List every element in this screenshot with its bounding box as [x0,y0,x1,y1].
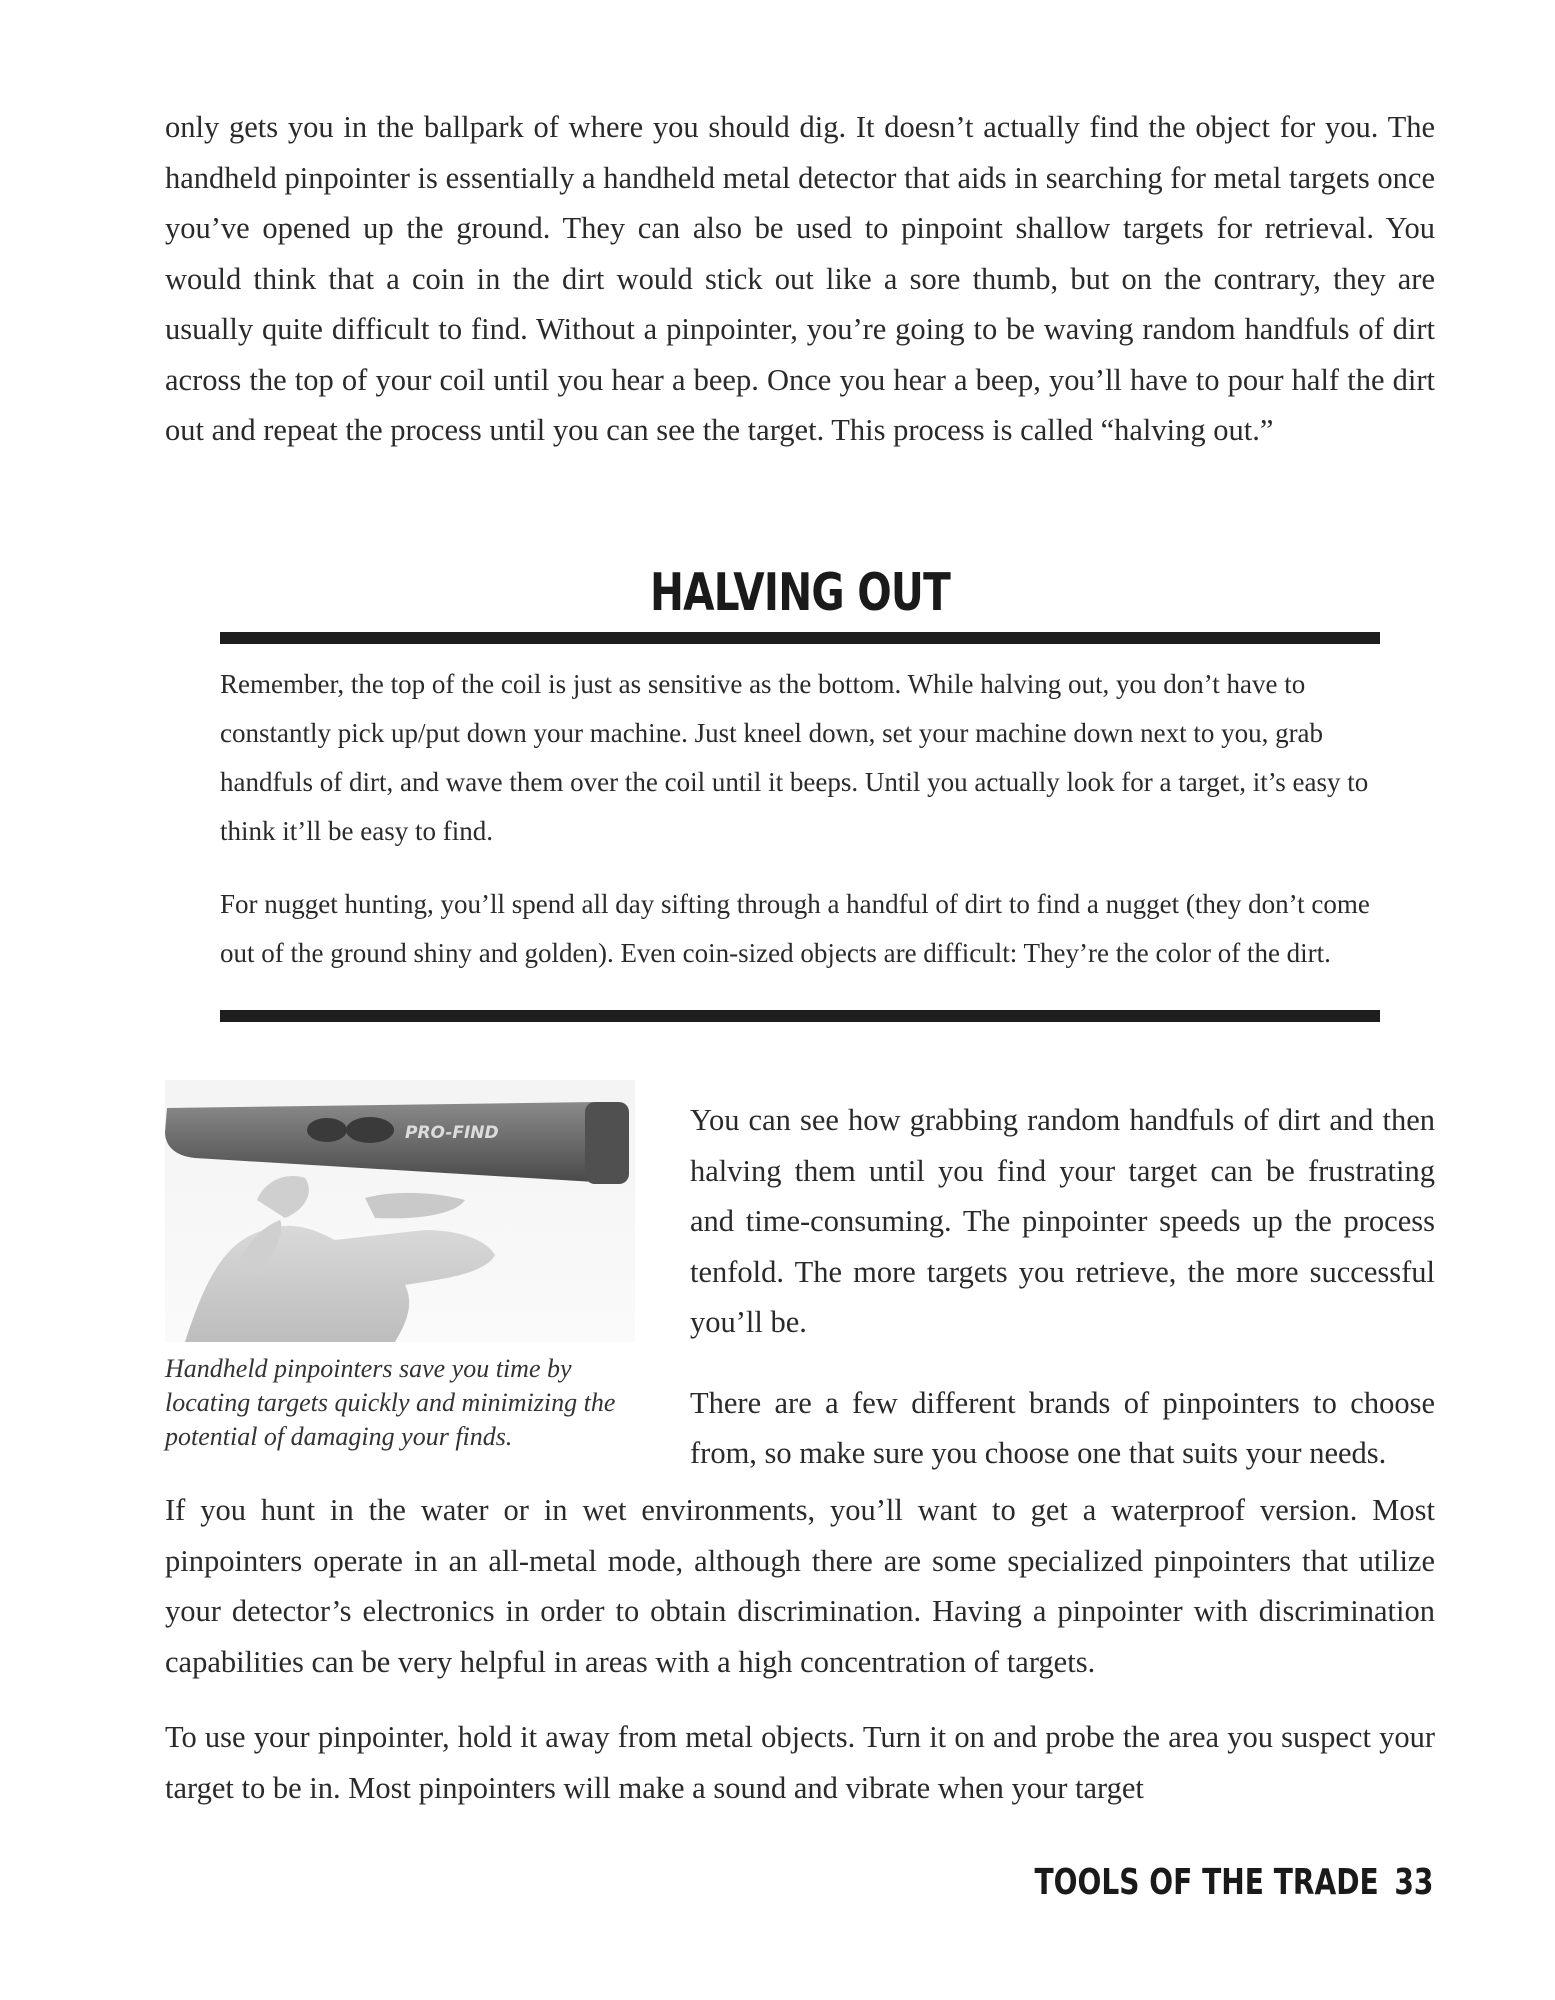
sidebar-top-rule [220,632,1380,644]
body-paragraph: If you hunt in the water or in wet environments, you’ll want to get a waterproof version. Most pinpointers operate in an all-metal mode, although there are some specialized pinpointers that utilize your detector’s electronics in order to obtain discrimination. Having a pinpointer with discrimination capabilities can be very helpful in areas with a high concentration of targets. [165,1493,1435,1679]
pinpointer-photo [165,1080,635,1342]
right-column [690,1095,1435,1479]
body-paragraph: You can see how grabbing random handfuls of dirt and then halving them until you find your target can be frustrating and time-consuming. The pinpointer speeds up the process tenfold. The more targets you retrieve, the more successful you’ll be. [690,1103,1435,1339]
sidebar-title: HALVING OUT [650,563,950,623]
sidebar-bottom-rule [220,1010,1380,1022]
body-paragraph: To use your pinpointer, hold it away from metal objects. Turn it on and probe the area you suspect your target to be in. Most pinpointers will make a sound and vibrate when your target [165,1720,1435,1805]
caption-text: Handheld pinpointers save you time by locating targets quickly and minimizing the potential of damaging your finds. [165,1354,616,1451]
running-footer-title: TOOLS OF THE TRADE [1034,1862,1379,1903]
pinpointer-in-hand-illustration [165,1080,635,1342]
figure-caption [165,1352,640,1454]
body-paragraph: only gets you in the ballpark of where you should dig. It doesn’t actually find the object for you. The handheld pinpointer is essentially a handheld metal detector that aids in searching for metal targets once you’ve opened up the ground. They can also be used to pinpoint shallow targets for retrieval. You would think that a coin in the dirt would stick out like a sore thumb, but on the contrary, they are usually quite difficult to find. Without a pinpointer, you’re going to be waving random handfuls of dirt across the top of your coil until you hear a beep. Once you hear a beep, you’ll have to pour half the dirt out and repeat the process until you can see the target. This process is called “halving out.” [165,110,1435,447]
sidebar-box [220,560,1380,1022]
body-paragraph: There are a few different brands of pinpointers to choose from, so make sure you choose one that suits your needs. [690,1385,1435,1470]
sidebar-paragraph: For nugget hunting, you’ll spend all day sifting through a handful of dirt to find a nugget (they don’t come out of the ground shiny and golden). Even coin-sized objects are difficult: They’re the color of the dirt. [220,889,1370,968]
sidebar-paragraph: Remember, the top of the coil is just as sensitive as the bottom. While halving out, you don’t have to constantly pick up/put down your machine. Just kneel down, set your machine down next to you, grab handfuls of dirt, and wave them over the coil until it beeps. Until you actually look for a target, it’s easy to think it’ll be easy to find. [220,669,1369,846]
page-footer [1034,1862,1433,1903]
device-brand-label: PRO-FIND [405,1123,499,1143]
page-number: 33 [1393,1862,1433,1903]
